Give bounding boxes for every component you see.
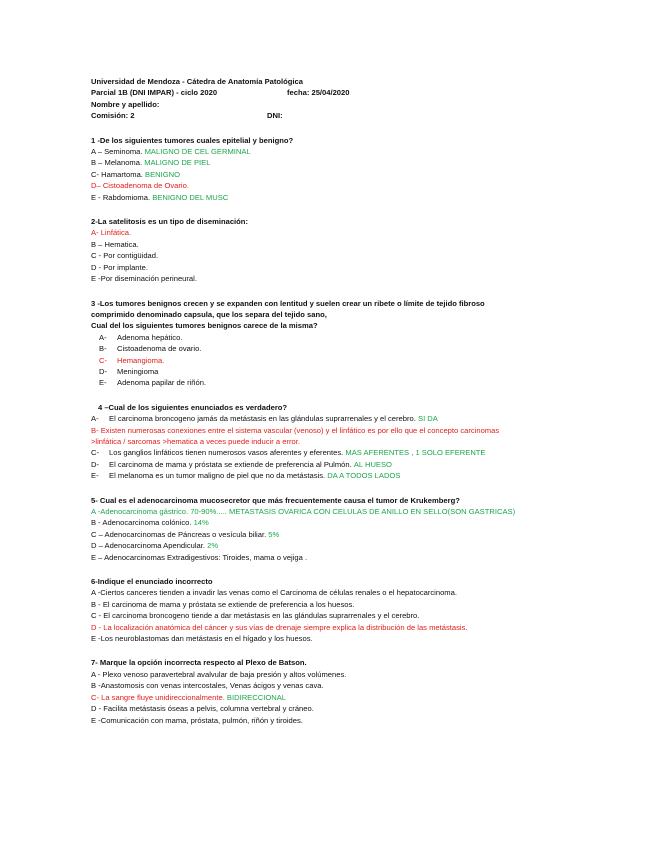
q7-option-c-answer: C- La sangre fluye unidireccionalmente. BIDIRECCIONAL [91,692,286,702]
question-1 [91,135,611,203]
q6-option-b: B - El carcinoma de mama y próstata se extiende de preferencia a los huesos. [91,599,355,609]
q5-option-d: D – Adenocarcinoma Apendicular. 2% [91,541,219,551]
q6-option-c: C - El carcinoma broncogeno tiende a dar metástasis en las glándulas suprarrenales y el cerebro. [91,611,420,621]
question-4-title: 4 –Cual de los siguientes enunciados es verdadero? [98,402,288,412]
dni-label: DNI: [267,111,283,121]
university-title: Universidad de Mendoza - Cátedra de Anatomía Patológica [91,77,303,86]
q6-option-e: E -Los neuroblastomas dan metástasis en el hígado y los huesos. [91,634,313,644]
q1-e-annotation: BENIGNO DEL MUSC [152,192,229,202]
q2-option-b: B – Hematica. [91,239,139,249]
question-1-title: 1 -De los siguientes tumores cuales epitelial y benigno? [91,135,294,145]
q7-c-annotation: BIDIRECCIONAL [226,692,286,702]
question-7-title: 7- Marque la opción incorrecta respecto al Plexo de Batson. [91,658,307,668]
q7-option-d: D - Facilita metástasis óseas a pelvis, columna vertebral y cráneo. [91,704,314,714]
exam-date: fecha: 25/04/2020 [287,88,350,98]
q5-option-c: C – Adenocarcinomas de Páncreas o vesícula biliar. 5% [91,529,280,539]
commission-label: Comisión: 2 [91,111,135,121]
q1-option-d-answer: D– Cistoadenoma de Ovario. [91,181,189,191]
q5-option-e: E – Adenocarcinomas Extradigestivos: Tiroides, mama o vejiga . [91,552,308,562]
q4-e-annotation: DA A TODOS LADOS [327,471,401,481]
q4-option-b-answer-line1: B- Existen numerosas conexiones entre el sistema vascular (venoso) y el linfático es por ello que el concepto carcinomas [91,425,500,435]
question-3 [91,298,611,389]
question-2 [91,216,611,284]
q1-option-b: B – Melanoma. MALIGNO DE PIEL [91,158,211,168]
q1-a-annotation: MALIGNO DE CEL GERMINAL [144,147,251,157]
question-2-title: 2-La satelitosis es un tipo de diseminación: [91,217,248,227]
q3-option-c-answer: C- Hemangioma. [99,355,165,365]
q5-d-annotation: 2% [207,541,219,551]
question-4 [91,402,611,482]
q5-c-annotation: 5% [268,529,280,539]
question-6-title: 6-Indique el enunciado incorrecto [91,577,213,587]
q4-d-annotation: AL HUESO [353,459,392,469]
q4-option-c: C- Los ganglios linfáticos tienen numerosos vasos aferentes y eferentes. MAS AFERENTES , 1 SOLO EFERENTE [91,448,486,458]
q6-option-d-answer: D - La localización anatómica del cáncer y sus vías de drenaje siempre explica la distribución de las metástasis. [91,622,468,632]
name-field-label: Nombre y apellido: [91,99,160,109]
q3-option-b: B- Cistoadenoma de ovario. [99,344,202,354]
q3-options [91,332,611,389]
commission-row [91,110,611,121]
q1-option-c: C- Hamartoma. BENIGNO [91,169,181,179]
question-3-title-line2: comprimido denominado capsula, que los separa del tejido sano, [91,309,327,319]
question-3-title-line1: 3 -Los tumores benignos crecen y se expanden con lentitud y suelen crear un ribete o límite de tejido fibroso [91,298,485,308]
q4-c-annotation: MAS AFERENTES , 1 SOLO EFERENTE [345,448,486,458]
q4-option-e: E- El melanoma es un tumor maligno de piel que no da metástasis. DA A TODOS LADOS [91,471,401,481]
question-7 [91,657,611,725]
q4-option-a: A- El carcinoma broncogeno jamás da metástasis en las glándulas suprarrenales y el cerebro. SI DA [91,414,438,424]
question-3-title-line3: Cual del los siguientes tumores benignos carece de la misma? [91,321,318,331]
question-5-title: 5- Cual es el adenocarcinoma mucosecretor que más frecuentemente causa el tumor de Krukemberg? [91,495,460,505]
parcial-label: Parcial 1B (DNI IMPAR) - ciclo 2020 [91,88,218,98]
exam-content [91,76,611,726]
q2-option-c: C - Por contigüidad. [91,251,159,261]
q4-option-d: D- El carcinoma de mama y próstata se extiende de preferencia al Pulmón. AL HUESO [91,459,392,469]
q4-option-b-answer-line2: >linfática / sarcomas >hematica a veces puede inducir a error. [91,436,300,446]
q1-c-annotation: BENIGNO [145,169,181,179]
q4-a-annotation: SI DA [418,414,438,424]
q3-option-a: A- Adenoma hepático. [99,332,183,342]
q7-option-e: E -Comunicación con mama, próstata, pulmón, riñón y tiroides. [91,715,303,725]
q5-b-annotation: 14% [193,518,209,528]
q2-option-d: D - Por implante. [91,262,148,272]
q5-option-a-answer: A -Adenocarcinoma gástrico. 70-90%..... METASTASIS OVARICA CON CELULAS DE ANILLO EN SELLO(SON GASTRICAS) [91,507,516,516]
question-6 [91,576,611,644]
q6-option-a: A -Ciertos canceres tienden a invadir las venas como el Carcinoma de células renales o el hepatocarcinoma. [91,588,457,598]
q3-option-e: E- Adenoma papilar de riñón. [99,378,207,388]
exam-info-row [91,87,611,98]
q3-option-d: D- Meningioma [99,366,159,376]
q7-option-a: A - Plexo venoso paravertebral avalvular de baja presión y altos volúmenes. [91,669,347,679]
q5-option-b: B - Adenocarcinoma colónico. 14% [91,518,209,528]
q1-option-e: E - Rabdomioma. BENIGNO DEL MUSC [91,192,229,202]
q1-b-annotation: MALIGNO DE PIEL [144,158,211,168]
q2-option-a-answer: A- Linfática. [91,228,132,238]
q2-option-e: E -Por diseminación perineural. [91,274,197,284]
q1-option-a: A – Seminoma. MALIGNO DE CEL GERMINAL [91,147,251,157]
exam-header [91,76,611,122]
question-5 [91,495,611,563]
q7-option-b: B -Anastomosis con venas intercostales, Venas ácigos y venas cava. [91,681,324,691]
